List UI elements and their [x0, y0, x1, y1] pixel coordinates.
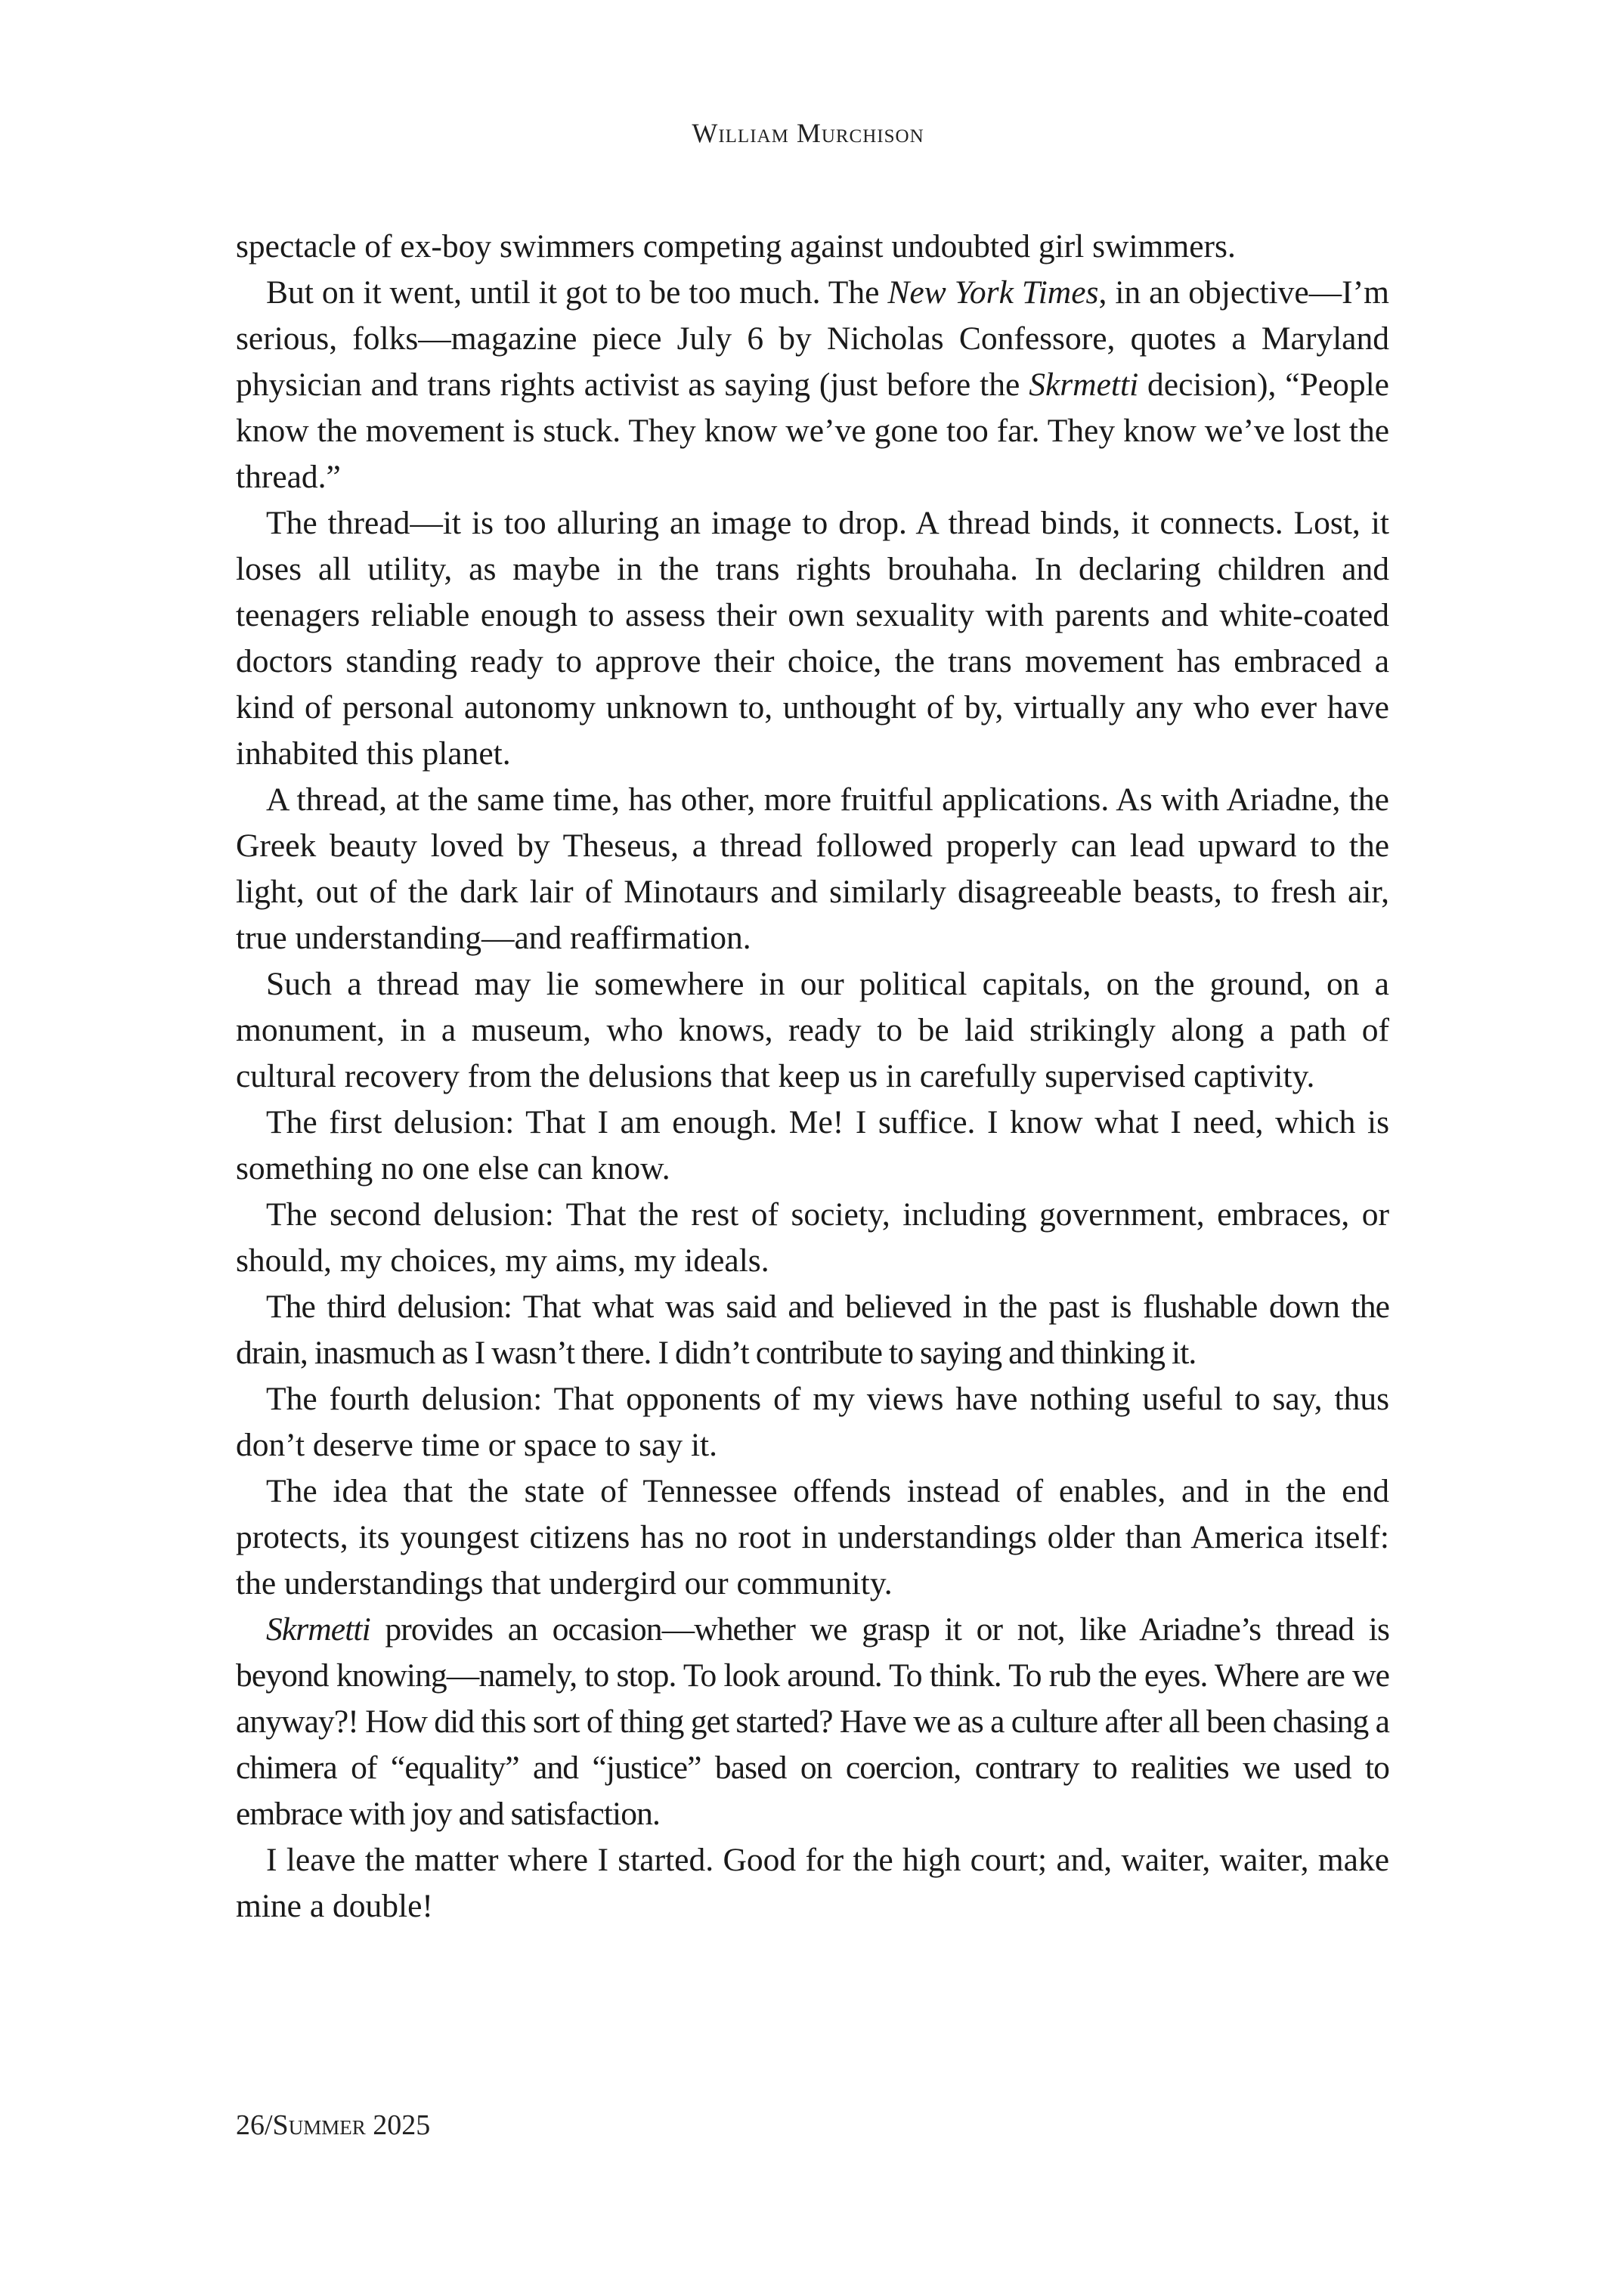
running-head-author: William Murchison — [692, 118, 924, 148]
paragraph — [236, 1284, 1389, 1376]
paragraph — [236, 961, 1389, 1100]
text-run: The first delusion: That I am enough. Me! I suffice. I know what I need, which is something no one else can know. — [236, 1104, 1389, 1187]
text-run: The fourth delusion: That opponents of my views have nothing useful to say, thus don’t deserve time or space to say it. — [236, 1381, 1389, 1463]
text-run: The thread—it is too alluring an image to drop. A thread binds, it connects. Lost, it loses all utility, as maybe in the trans rights brouhaha. In declaring children and teenagers reliable enough to assess their own sexuality with parents and white-coated doctors standing ready to approve their choice, the trans movement has embraced a kind of personal autonomy unknown to, unthought of by, virtually any who ever have inhabited this planet. — [236, 505, 1389, 772]
text-run: The third delusion: That what was said and believed in the past is flushable down the drain, inasmuch as I wasn’t there. I didn’t contribute to saying and thinking it. — [236, 1289, 1389, 1371]
italic-title: Skrmetti — [1029, 367, 1139, 403]
paragraph — [236, 777, 1389, 961]
text-run: I leave the matter where I started. Good for the high court; and, waiter, waiter, make mine a double! — [236, 1842, 1389, 1924]
italic-title: New York Times — [887, 274, 1099, 311]
text-run: provides an occasion—whether we grasp it or not, like Ariadne’s thread is beyond knowing—namely, to stop. To look around. To think. To rub the eyes. Where are we anyway?! How did this sort of thing get started? Have we as a culture after all been chasing a chimera of “equality” and “justice” based on coercion, contrary to realities we used to embrace with joy and satisfaction. — [236, 1611, 1389, 1832]
text-run: The idea that the state of Tennessee offends instead of enables, and in the end protects, its youngest citizens has no root in understandings older than America itself: the understandings that undergird our community. — [236, 1473, 1389, 1601]
paragraph — [236, 1192, 1389, 1284]
italic-title: Skrmetti — [266, 1611, 370, 1648]
article-body — [236, 224, 1389, 1929]
text-run: decision), “People know the movement is stuck. They know we’ve gone too far. They know we’ve lost the thread.” — [236, 367, 1389, 495]
paragraph — [236, 1376, 1389, 1468]
paragraph — [236, 1468, 1389, 1607]
text-run: The second delusion: That the rest of society, including government, embraces, or should, my choices, my aims, my ideals. — [236, 1196, 1389, 1279]
text-run: , in an objective—I’m serious, folks—magazine piece July 6 by Nicholas Confessore, quotes a Maryland physician and trans rights activist as saying (just before the — [236, 274, 1389, 403]
paragraph — [236, 224, 1389, 270]
text-run: But on it went, until it got to be too much. The — [266, 274, 888, 311]
text-run: Such a thread may lie somewhere in our political capitals, on the ground, on a monument, in a museum, who knows, ready to be laid strikingly along a path of cultural recovery from the delusions that keep us in carefully supervised captivity. — [236, 966, 1389, 1094]
paragraph — [236, 1607, 1389, 1837]
paragraph — [236, 270, 1389, 500]
paragraph — [236, 1837, 1389, 1929]
text-run: A thread, at the same time, has other, more fruitful applications. As with Ariadne, the Greek beauty loved by Theseus, a thread followed properly can lead upward to the light, out of the dark lair of Minotaurs and similarly disagreeable beasts, to fresh air, true understanding—and reaffirmation. — [236, 781, 1389, 956]
text-run: spectacle of ex-boy swimmers competing against undoubted girl swimmers. — [236, 228, 1236, 265]
page-folio: 26/Summer 2025 — [236, 2109, 431, 2141]
paragraph — [236, 1100, 1389, 1192]
paragraph — [236, 500, 1389, 777]
